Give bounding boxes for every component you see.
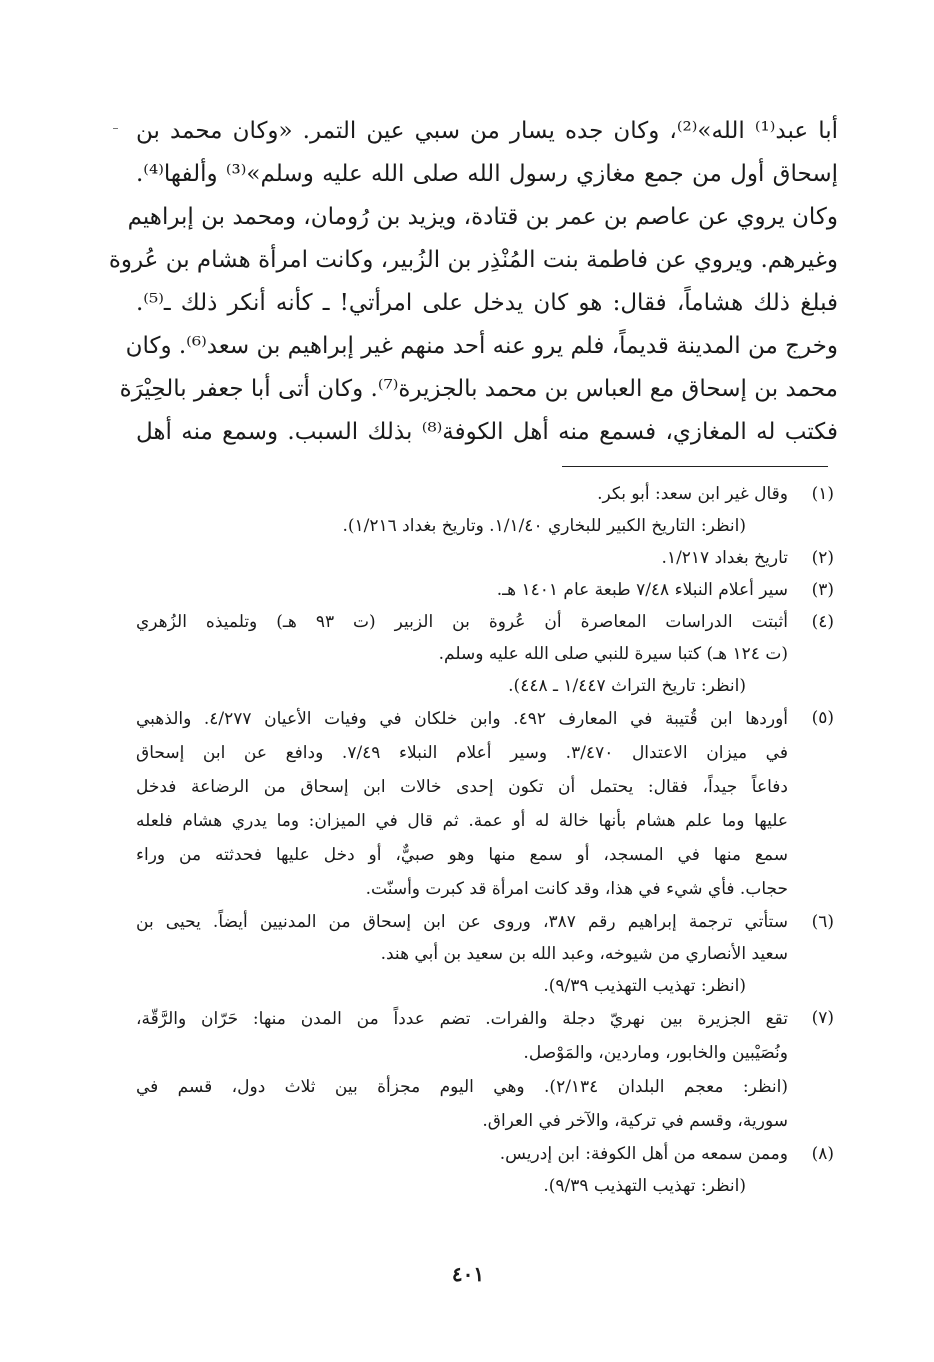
- main-text-line: فبلغ ذلك هشاماً، فقال: هو كان يدخل على امرأتي! ـ كأنه أنكر ذلك ـ⁽⁵⁾.: [136, 290, 838, 316]
- footnote-line: وقال غير ابن سعد: أبو بكر.: [597, 484, 788, 504]
- footnote-line: سعيد الأنصاري من شيوخه، وعبد الله بن سعيد بن أبي هند.: [380, 944, 788, 964]
- footnote-body: [136, 606, 788, 702]
- footnote-line: ستأتي ترجمة إبراهيم رقم ٣٨٧، وروى عن ابن إسحاق من المدنيين أيضاً. يحيى بن: [136, 912, 789, 932]
- footnote-line: أوردها ابن قُتيبة في المعارف ٤٩٢. وابن خلكان في وفيات الأعيان ٤/٢٧٧. والذهبي: [136, 709, 789, 729]
- main-text-block: [108, 110, 838, 454]
- footnote-number: (٦): [811, 912, 834, 932]
- footnote-number: (٣): [811, 580, 834, 600]
- footnote-body: [136, 1002, 788, 1138]
- footnote-7: [136, 1002, 838, 1138]
- footnote-3: [136, 574, 838, 606]
- main-text-line: أبا عبد⁽¹⁾ الله»⁽²⁾، وكان جده يسار من سبي عين التمر. «وكان محمد بن: [136, 118, 838, 144]
- footnote-body: [136, 702, 788, 906]
- main-text-line: إسحاق أول من جمع مغازي رسول الله صلى الله عليه وسلم»⁽³⁾ وألفها⁽⁴⁾.: [136, 161, 838, 187]
- footnote-4: [136, 606, 838, 702]
- footnote-number: (٥): [811, 708, 834, 728]
- footnote-separator-rule: [562, 466, 828, 467]
- footnote-line: دفاعاً جيداً، فقال: يحتمل أن تكون إحدى خالات ابن إسحاق من الرضاعة فدخل: [136, 777, 788, 797]
- footnotes-block: [136, 478, 838, 1202]
- footnote-line: تقع الجزيرة بين نهريّ دجلة والفرات. تضم عدداً من المدن منها: حَرّان والرَّقّة،: [136, 1009, 788, 1029]
- footnote-body: [136, 542, 788, 574]
- footnote-number: (٢): [811, 548, 834, 568]
- footnote-line: في ميزان الاعتدال ٣/٤٧٠. وسير أعلام النبلاء ٧/٤٩. ودافع عن ابن إسحاق: [136, 743, 788, 763]
- main-text-line: محمد بن إسحاق مع العباس بن محمد بالجزيرة⁽⁷⁾. وكان أتى أبا جعفر بالحِيْرَة: [119, 376, 838, 402]
- footnote-line: (انظر: تهذيب التهذيب ٩/٣٩).: [543, 976, 746, 996]
- main-text-line: وغيرهم. ويروي عن فاطمة بنت المُنْذِر بن الزُبير، وكانت امرأة هشام بن عُروة: [108, 247, 838, 273]
- main-text-line: وخرج من المدينة قديماً، فلم يرو عنه أحد منهم غير إبراهيم بن سعد⁽⁶⁾. وكان: [125, 333, 838, 359]
- footnote-number: (٤): [811, 612, 834, 632]
- footnote-line: (انظر: تاريخ التراث ١/٤٤٧ ـ ٤٤٨).: [508, 676, 746, 696]
- footnote-body: [136, 906, 788, 1002]
- footnote-line: سورية، وقسم في تركية، والآخر في العراق.: [482, 1111, 788, 1131]
- footnote-5: [136, 702, 838, 906]
- footnote-body: [136, 478, 788, 542]
- footnote-line: (انظر: التاريخ الكبير للبخاري ١/١/٤٠. وتاريخ بغداد ١/٢١٦).: [342, 516, 746, 536]
- footnote-line: حجاب. فأي شيء في هذا، وقد كانت امرأة قد كبرت وأسنّت.: [365, 879, 788, 899]
- footnote-line: تاريخ بغداد ١/٢١٧.: [661, 548, 788, 568]
- footnote-1: [136, 478, 838, 542]
- footnote-line: سمع منها في المسجد، أو سمع منها وهو صبيٌّ، أو دخل عليها فحدثته من وراء: [136, 845, 788, 865]
- footnote-line: سير أعلام النبلاء ٧/٤٨ طبعة عام ١٤٠١ هـ.: [496, 580, 788, 600]
- main-text-line: فكتب له المغازي، فسمع منه أهل الكوفة⁽⁸⁾ بذلك السبب. وسمع منه أهل: [136, 419, 838, 445]
- footnote-line: عليها وما علم هشام بأنها خالة له أو عمة. ثم قال في الميزان: وما يدري هشام فلعله: [136, 811, 788, 831]
- footnote-line: وممن سمعه من أهل الكوفة: ابن إدريس.: [499, 1144, 788, 1164]
- footnote-number: (٨): [811, 1144, 834, 1164]
- footnote-line: (انظر: تهذيب التهذيب ٩/٣٩).: [543, 1176, 746, 1196]
- footnote-line: ونُصَيْبين والخابور، وماردين، والمَوْصل.: [523, 1043, 788, 1063]
- footnote-line: (انظر: معجم البلدان ٢/١٣٤). وهي اليوم مجزأة بين ثلاث دول، قسم في: [136, 1077, 788, 1097]
- footnote-number: (٧): [811, 1008, 834, 1028]
- footnote-body: [136, 574, 788, 606]
- footnote-body: [136, 1138, 788, 1202]
- footnote-2: [136, 542, 838, 574]
- scan-speck: [113, 128, 118, 129]
- footnote-6: [136, 906, 838, 1002]
- main-text-line: وكان يروي عن عاصم بن عمر بن قتادة، ويزيد بن رُومان، ومحمد بن إبراهيم: [127, 204, 838, 230]
- footnote-line: أثبتت الدراسات المعاصرة أن عُروة بن الزبير (ت ٩٣ هـ) وتلميذه الزُهري: [136, 612, 788, 632]
- footnote-line: (ت ١٢٤ هـ) كتبا سيرة للنبي صلى الله عليه وسلم.: [438, 644, 788, 664]
- footnote-8: [136, 1138, 838, 1202]
- page-number: ٤٠١: [451, 1262, 485, 1286]
- footnote-number: (١): [811, 484, 834, 504]
